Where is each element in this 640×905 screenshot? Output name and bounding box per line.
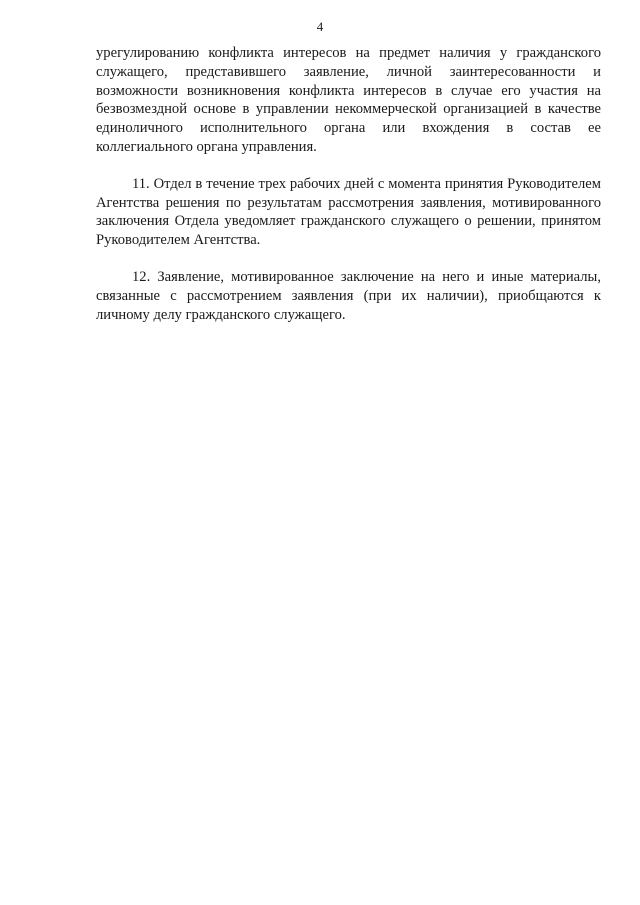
paragraph-11: 11. Отдел в течение трех рабочих дней с момента принятия Руководителем Агентства решения по результатам рассмотрения заявления, мотивированного заключения Отдела уведомляет гражданского служащего о решении, принятом Руководителем Агентства.	[96, 175, 601, 249]
document-body	[96, 44, 601, 324]
paragraph-12: 12. Заявление, мотивированное заключение на него и иные материалы, связанные с рассмотрением заявления (при их наличии), приобщаются к личному делу гражданского служащего.	[96, 268, 601, 323]
paragraph-continuation: урегулированию конфликта интересов на предмет наличия у гражданского служащего, представившего заявление, личной заинтересованности и возможности возникновения конфликта интересов в случае его участия на безвозмездной основе в управлении некоммерческой организацией в качестве единоличного исполнительного органа или вхождения в состав ее коллегиального органа управления.	[96, 45, 601, 155]
page-number: 4	[316, 19, 324, 34]
